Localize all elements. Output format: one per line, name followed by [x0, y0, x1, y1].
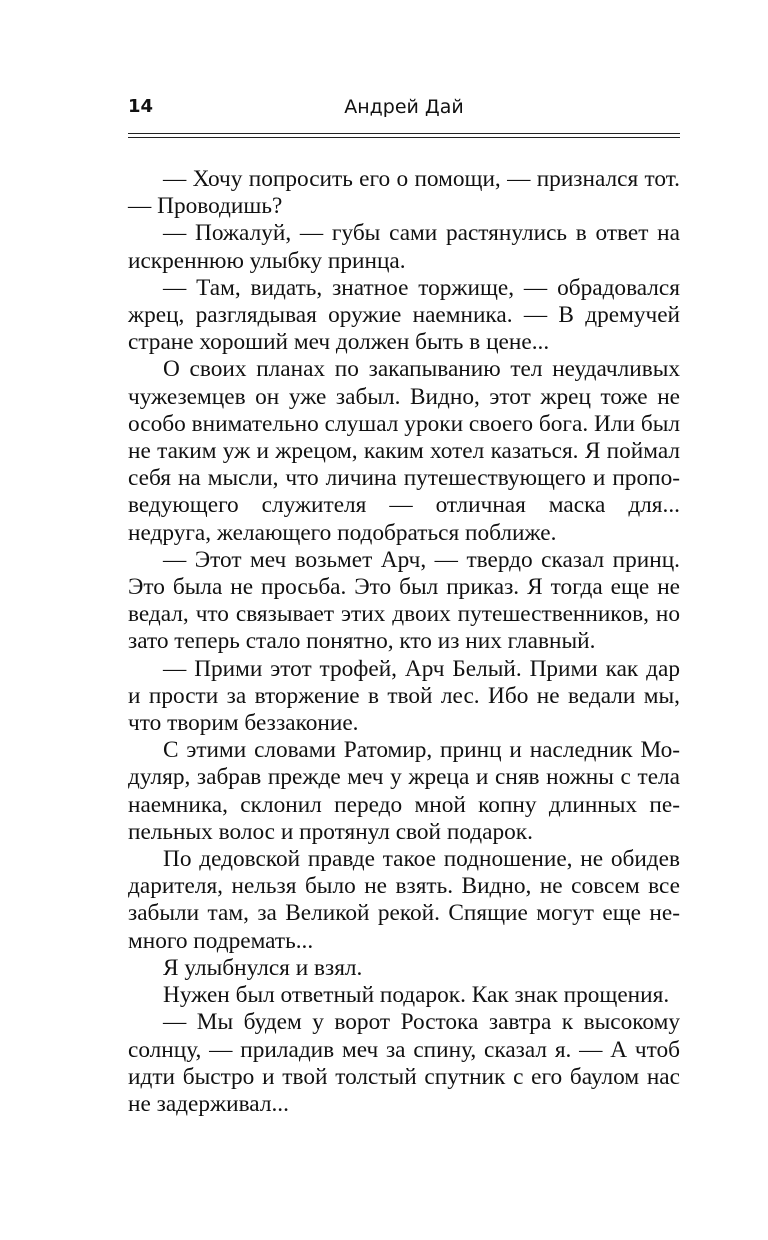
paragraph: — Пожалуй, — губы сами растянулись в ответ на искреннюю улыбку принца.: [128, 220, 680, 274]
paragraph: Я улыбнулся и взял.: [163, 954, 363, 981]
paragraph: — Этот меч возьмет Арч, — твердо сказал принц. Это была не просьба. Это был приказ. Я тогда еще не ведал, что связывает этих двоих путешественников, но зато теперь стало понятно, кто из них главный.: [128, 546, 680, 655]
page-header: [128, 96, 680, 126]
paragraph: — Мы будем у ворот Ростока завтра к высокому солнцу, — приладив меч за спину, сказал я. — А чтоб идти быстро и твой толстый спутник с его баулом нас не задерживал...: [128, 1009, 680, 1117]
paragraph: О своих планах по закапыванию тел неудачливых чужеземцев он уже забыл. Видно, этот жрец тоже не особо внимательно слушал уроки своего бога. Или был не таким уж и жрецом, каким хотел казаться. Я поймал себя на мысли, что личина путешествующего и проповедующего служителя — отличная маска для... недруга, желающего подобраться поближе.: [128, 356, 680, 546]
paragraph: — Хочу попросить его о помощи, — признался тот. — Проводишь?: [128, 166, 680, 220]
header-rule-bottom: [128, 137, 680, 138]
paragraph: По дедовской правде такое подношение, не обидев дарителя, нельзя было не взять. Видно, не совсем все забыли там, за Великой рекой. Спящие могут еще немного подремать...: [128, 846, 680, 954]
paragraph: Нужен был ответный подарок. Как знак прощения.: [163, 982, 670, 1009]
header-rule-top: [128, 133, 680, 134]
paragraph: С этими словами Ратомир, принц и наследник Модуляр, забрав прежде меч у жреца и сняв ножны с тела наемника, склонил передо мной копну длинных пепельных волос и протянул свой подарок.: [128, 737, 680, 845]
paragraph: — Прими этот трофей, Арч Белый. Прими как дар и прости за вторжение в твой лес. Ибо не ведали мы, что творим беззаконие.: [128, 655, 680, 737]
running-title: Андрей Дай: [344, 96, 464, 118]
body-text: [128, 166, 680, 1118]
page-number: 14: [128, 96, 154, 117]
paragraph: — Там, видать, знатное торжище, — обрадовался жрец, разглядывая оружие наемника. — В дремучей стране хороший меч должен быть в цене...: [128, 274, 680, 356]
